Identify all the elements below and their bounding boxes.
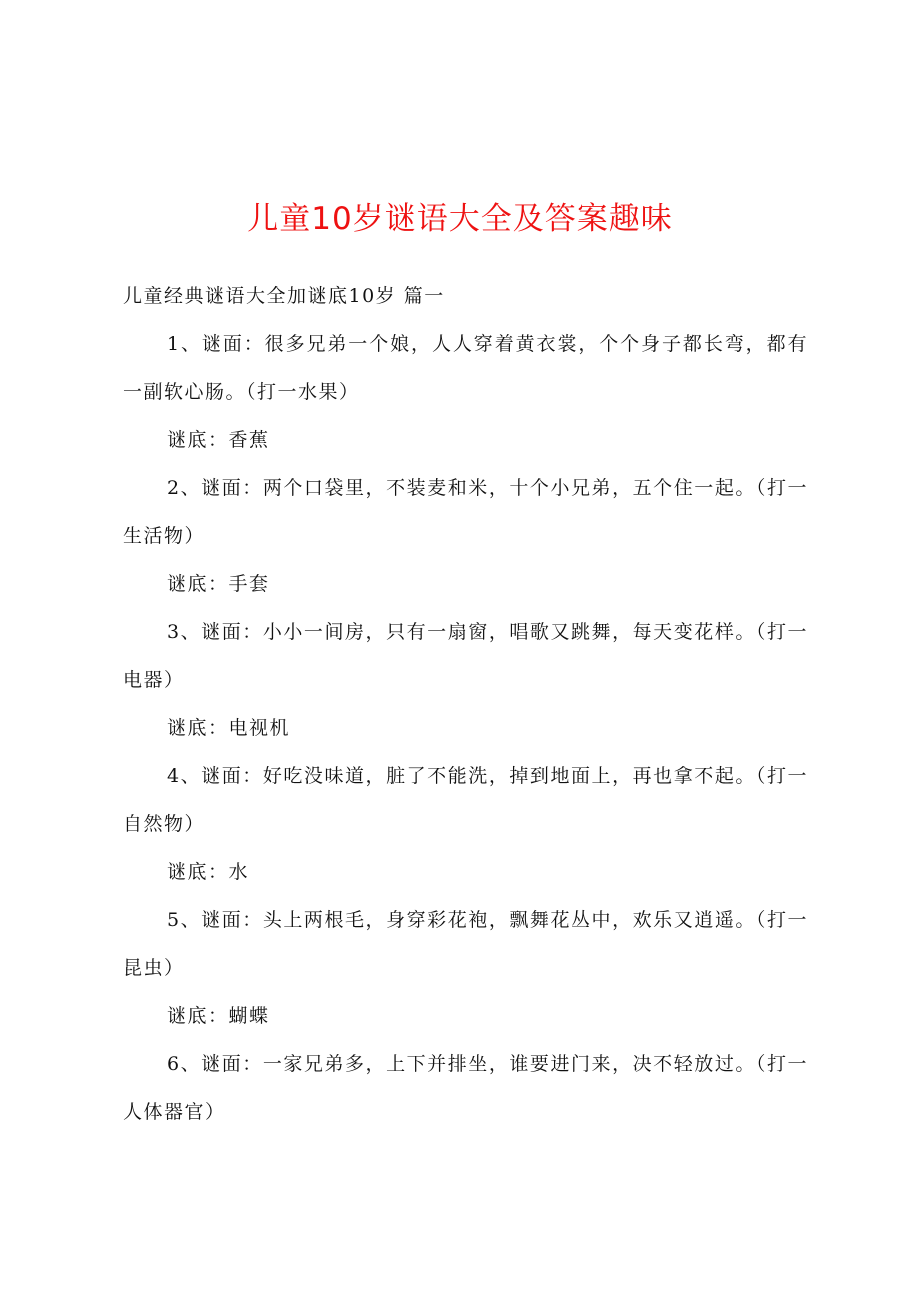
riddle-2-question: 2、谜面：两个口袋里，不装麦和米，十个小兄弟，五个住一起。（打一生活物） [123,477,808,547]
riddle-2-answer: 谜底：手套 [167,573,270,595]
riddle-1-answer: 谜底：香蕉 [167,429,270,451]
page-title: 儿童10岁谜语大全及答案趣味 [247,201,673,237]
riddle-5-answer: 谜底：蝴蝶 [167,1005,270,1027]
riddle-4-answer: 谜底：水 [167,861,250,883]
riddle-1-question: 1、谜面：很多兄弟一个娘，人人穿着黄衣裳，个个身子都长弯，都有一副软心肠。（打一水果） [123,333,808,403]
riddle-6-question: 6、谜面：一家兄弟多，上下并排坐，谁要进门来，决不轻放过。（打一人体器官） [123,1053,808,1123]
section-heading: 儿童经典谜语大全加谜底10岁 篇一 [123,285,445,307]
riddle-3-question: 3、谜面：小小一间房，只有一扇窗，唱歌又跳舞，每天变花样。（打一电器） [123,621,808,691]
riddle-5-question: 5、谜面：头上两根毛，身穿彩花袍，飘舞花丛中，欢乐又逍遥。（打一昆虫） [123,909,808,979]
document-body [123,272,808,1136]
riddle-4-question: 4、谜面：好吃没味道，脏了不能洗，掉到地面上，再也拿不起。（打一自然物） [123,765,808,835]
riddle-3-answer: 谜底：电视机 [167,717,291,739]
